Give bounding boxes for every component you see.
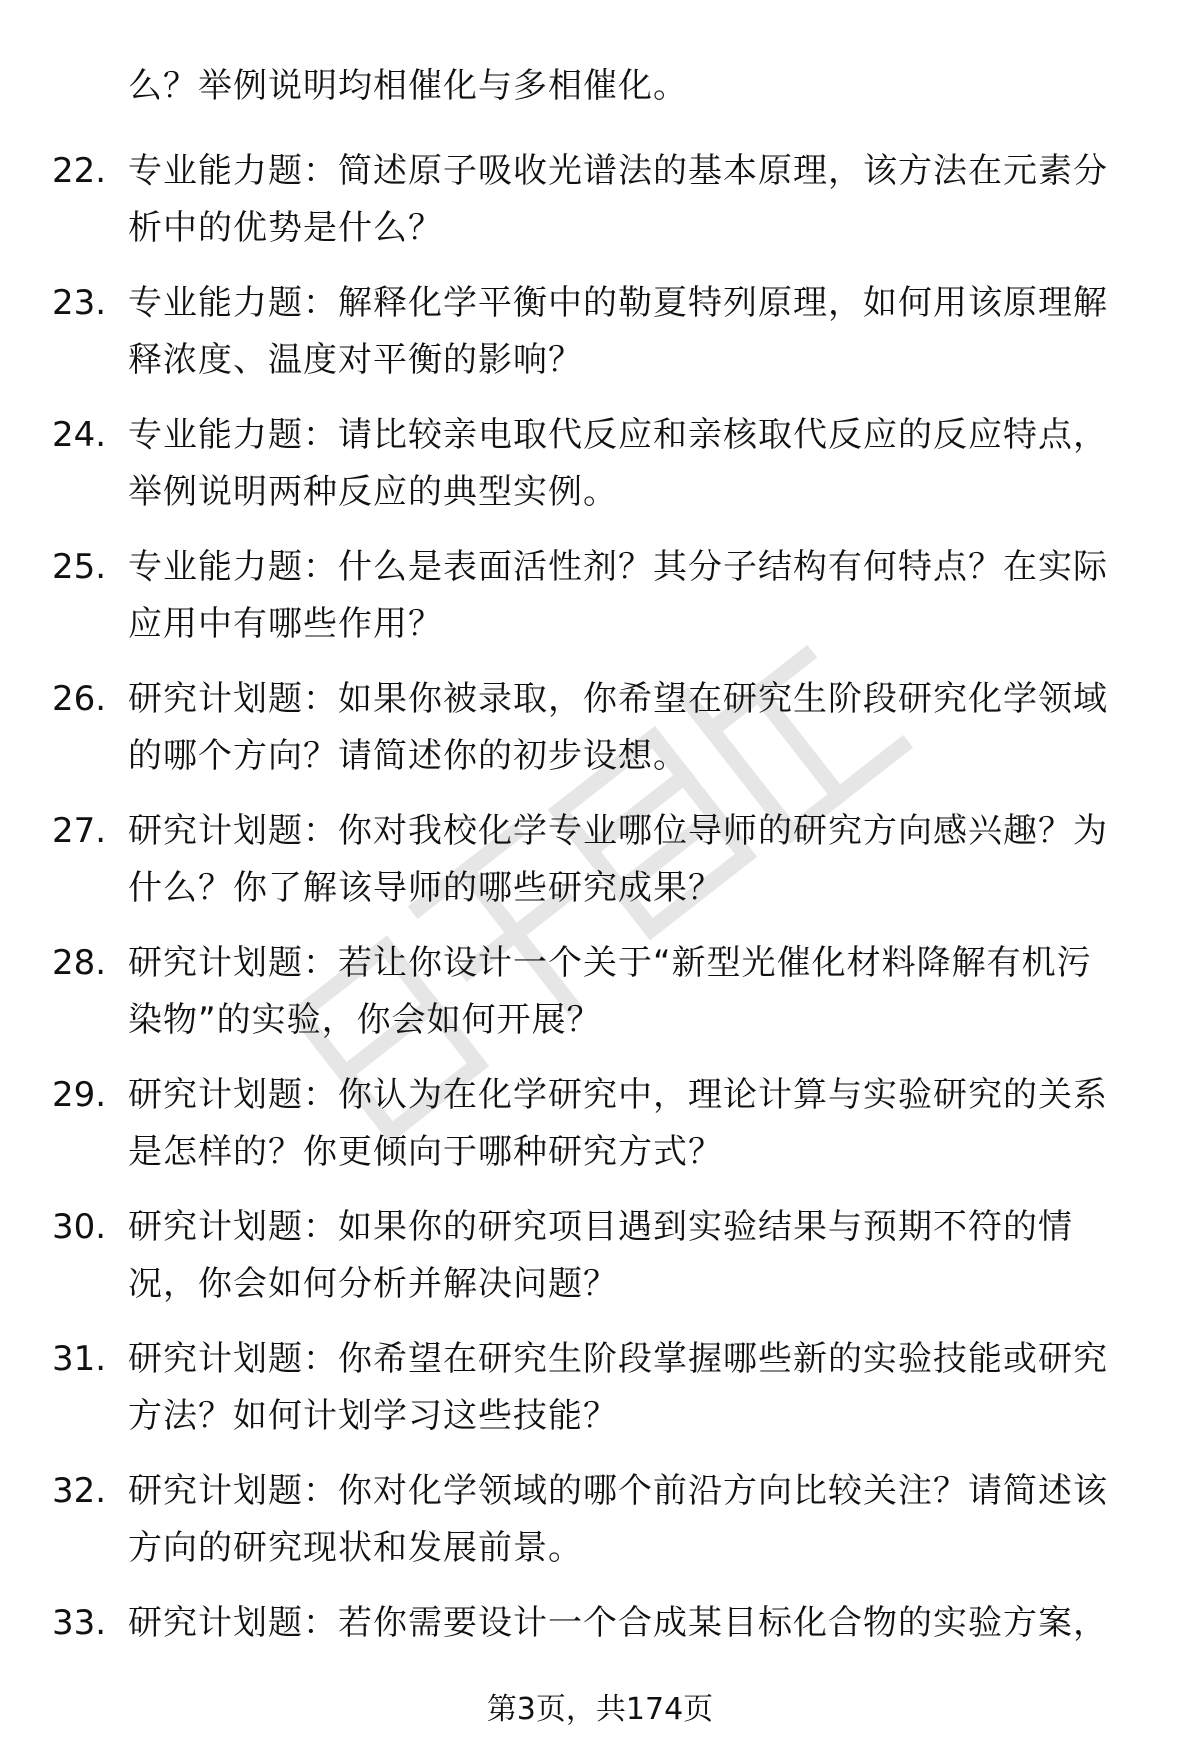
question-item [0, 275, 1200, 407]
question-line: 研究计划题：你对我校化学专业哪位导师的研究方向感兴趣？为 [128, 811, 1108, 851]
question-item [0, 671, 1200, 803]
question-item [0, 1067, 1200, 1199]
question-line: 什么？你了解该导师的哪些研究成果？ [128, 868, 723, 908]
question-text [128, 275, 1138, 389]
question-line: 方法？如何计划学习这些技能？ [128, 1396, 618, 1436]
question-line: 释浓度、温度对平衡的影响？ [128, 340, 583, 380]
question-line: 专业能力题：简述原子吸收光谱法的基本原理，该方法在元素分 [128, 151, 1108, 191]
question-number: 26. [52, 679, 107, 719]
question-text [128, 143, 1138, 257]
question-line: 研究计划题：如果你的研究项目遇到实验结果与预期不符的情 [128, 1207, 1073, 1247]
question-line: 专业能力题：解释化学平衡中的勒夏特列原理，如何用该原理解 [128, 283, 1108, 323]
question-number: 28. [52, 943, 107, 983]
question-line: 况，你会如何分析并解决问题？ [128, 1264, 618, 1304]
question-line: 研究计划题：你认为在化学研究中，理论计算与实验研究的关系 [128, 1075, 1108, 1115]
page-footer: 第3页，共174页 [486, 1692, 714, 1727]
question-text [128, 935, 1138, 1049]
question-list [0, 143, 1200, 1727]
question-number: 33. [52, 1603, 107, 1643]
question-text [128, 803, 1138, 917]
question-line: 专业能力题：什么是表面活性剂？其分子结构有何特点？在实际 [128, 547, 1108, 587]
question-line: 析中的优势是什么？ [128, 208, 443, 248]
question-line: 是怎样的？你更倾向于哪种研究方式？ [128, 1132, 723, 1172]
question-item [0, 1463, 1200, 1595]
question-line: 举例说明两种反应的典型实例。 [128, 472, 618, 512]
question-line: 研究计划题：你希望在研究生阶段掌握哪些新的实验技能或研究 [128, 1339, 1108, 1379]
question-line: 染物”的实验，你会如何开展？ [128, 1000, 602, 1040]
question-number: 27. [52, 811, 107, 851]
question-number: 30. [52, 1207, 107, 1247]
question-number: 32. [52, 1471, 107, 1511]
question-number: 22. [52, 151, 107, 191]
question-line: 研究计划题：如果你被录取，你希望在研究生阶段研究化学领域 [128, 679, 1108, 719]
question-text [128, 1595, 1138, 1652]
question-item [0, 407, 1200, 539]
question-number: 23. [52, 283, 107, 323]
question-line: 的哪个方向？请简述你的初步设想。 [128, 736, 688, 776]
question-text [128, 671, 1138, 785]
question-item [0, 803, 1200, 935]
question-text [128, 1331, 1138, 1445]
question-line: 研究计划题：若让你设计一个关于“新型光催化材料降解有机污 [128, 943, 1092, 983]
question-item [0, 935, 1200, 1067]
question-item [0, 143, 1200, 275]
question-number: 25. [52, 547, 107, 587]
question-item [0, 1199, 1200, 1331]
question-number: 29. [52, 1075, 107, 1115]
question-text [128, 407, 1138, 521]
question-line: 应用中有哪些作用？ [128, 604, 443, 644]
question-item [0, 539, 1200, 671]
question-text [128, 1463, 1138, 1577]
question-text [128, 1067, 1138, 1181]
continuation-text: 么？举例说明均相催化与多相催化。 [128, 66, 688, 106]
question-text [128, 539, 1138, 653]
question-line: 方向的研究现状和发展前景。 [128, 1528, 583, 1568]
question-number: 31. [52, 1339, 107, 1379]
question-number: 24. [52, 415, 107, 455]
question-line: 研究计划题：若你需要设计一个合成某目标化合物的实验方案， [128, 1603, 1108, 1643]
question-line: 专业能力题：请比较亲电取代反应和亲核取代反应的反应特点， [128, 415, 1108, 455]
question-text [128, 1199, 1138, 1313]
question-line: 研究计划题：你对化学领域的哪个前沿方向比较关注？请简述该 [128, 1471, 1108, 1511]
question-item [0, 1331, 1200, 1463]
